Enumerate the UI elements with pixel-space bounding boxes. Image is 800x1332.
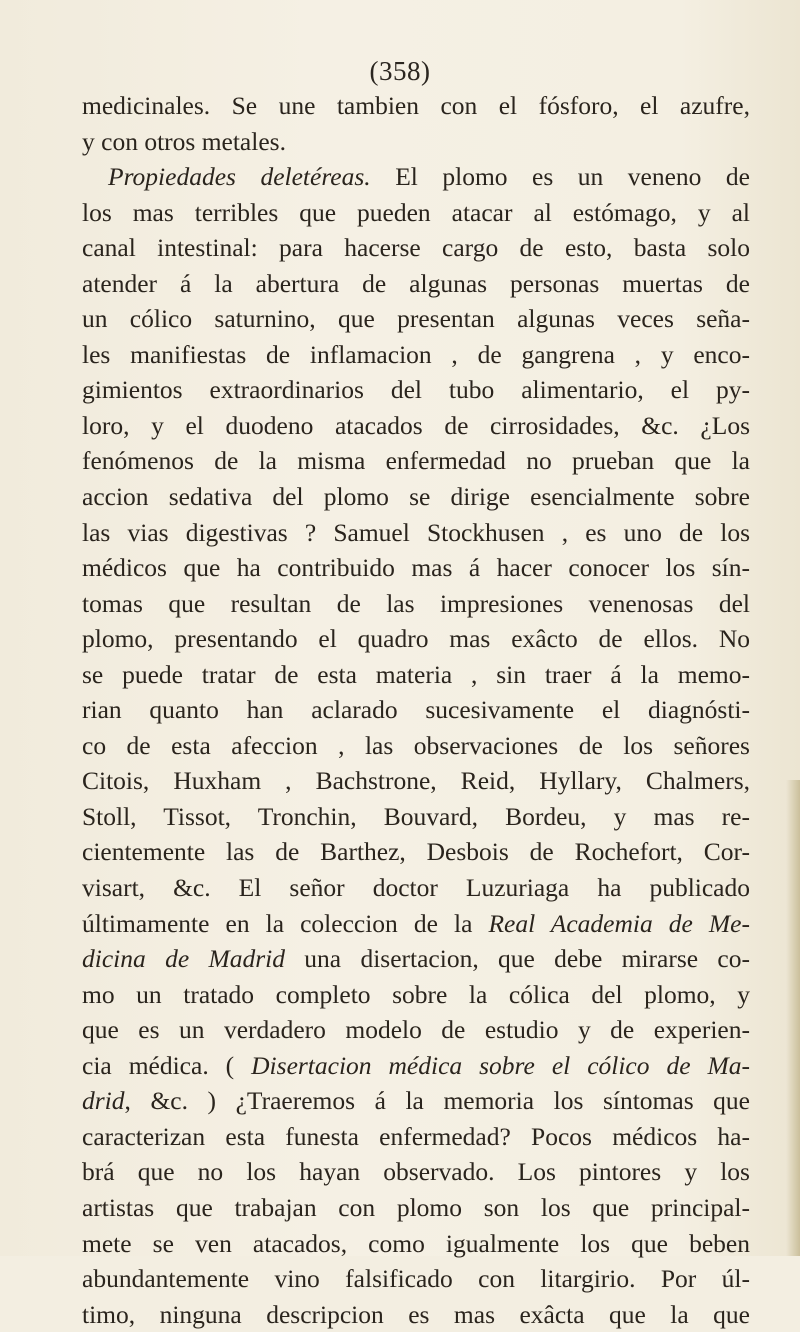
text-line: [82, 550, 750, 586]
text-segment: rian quanto han aclarado sucesivamente el diagnósti-: [82, 695, 750, 725]
text-line: [82, 1190, 750, 1226]
text-line: [82, 1119, 750, 1155]
text-line: [82, 230, 750, 266]
text-line: [82, 870, 750, 906]
text-segment: canal intestinal: para hacerse cargo de esto, basta solo: [82, 233, 750, 263]
text-line: [82, 586, 750, 622]
text-segment: mete se ven atacados, como igualmente los que beben: [82, 1228, 750, 1258]
text-line: [82, 657, 750, 693]
text-segment: plomo, presentando el quadro mas exâcto de ellos. No: [82, 624, 750, 654]
text-line: [82, 906, 750, 942]
text-segment: abundantemente vino falsificado con litargirio. Por úl-: [82, 1264, 750, 1294]
text-segment: se puede tratar de esta materia , sin traer á la memo-: [82, 659, 750, 689]
text-segment: que es un verdadero modelo de estudio y de experien-: [82, 1015, 750, 1045]
text-segment: una disertacion, que debe mirarse co-: [284, 944, 750, 974]
text-line: [82, 692, 750, 728]
text-segment: , &c. ) ¿Traeremos á la memoria los síntomas que: [124, 1086, 750, 1116]
text-line: [82, 515, 750, 551]
text-segment: visart, &c. El señor doctor Luzuriaga ha publicado: [82, 873, 750, 903]
text-line: [82, 195, 750, 231]
text-segment: artistas que trabajan con plomo son los que principal-: [82, 1192, 750, 1222]
italic-text-segment: dicina de Madrid: [82, 944, 285, 974]
text-line: [82, 1261, 750, 1297]
text-line: [82, 266, 750, 302]
text-segment: un cólico saturnino, que presentan algunas veces seña-: [82, 304, 750, 334]
text-segment: medicinales. Se une tambien con el fósforo, el azufre,: [82, 91, 750, 120]
text-line: [82, 621, 750, 657]
text-segment: caracterizan esta funesta enfermedad? Pocos médicos ha-: [82, 1121, 750, 1151]
text-line: [82, 372, 750, 408]
text-line: [82, 1297, 750, 1332]
page-number: (358): [369, 56, 431, 86]
text-segment: últimamente en la coleccion de la: [82, 908, 489, 938]
text-segment: accion sedativa del plomo se dirige esencialmente sobre: [82, 482, 750, 512]
text-line: [82, 1012, 750, 1048]
text-segment: tomas que resultan de las impresiones venenosas del: [82, 588, 750, 618]
text-segment: atender á la abertura de algunas personas muertas de: [82, 268, 750, 298]
text-line: [82, 1154, 750, 1190]
text-line: [82, 763, 750, 799]
text-segment: cientemente las de Barthez, Desbois de Rochefort, Cor-: [82, 837, 750, 867]
text-segment: las vias digestivas ? Samuel Stockhusen , es uno de los: [82, 517, 750, 547]
text-segment: Stoll, Tissot, Tronchin, Bouvard, Bordeu, y mas re-: [82, 801, 750, 831]
text-line: [82, 337, 750, 373]
body-text: [82, 88, 750, 1332]
text-segment: los mas terribles que pueden atacar al estómago, y al: [82, 197, 750, 227]
text-segment: fenómenos de la misma enfermedad no prueban que la: [82, 446, 750, 476]
text-segment: médicos que ha contribuido mas á hacer conocer los sín-: [82, 553, 750, 583]
italic-text-segment: drid: [82, 1086, 125, 1116]
italic-text-segment: Disertacion médica sobre el cólico de Ma-: [251, 1050, 750, 1080]
text-line: [82, 834, 750, 870]
text-line: [82, 159, 750, 195]
text-segment: timo, ninguna descripcion es mas exâcta que la que: [82, 1299, 750, 1329]
text-line: [82, 977, 750, 1013]
text-line: [82, 1083, 750, 1119]
text-line: [82, 728, 750, 764]
text-segment: les manifiestas de inflamacion , de gangrena , y enco-: [82, 339, 750, 369]
text-segment: Citois, Huxham , Bachstrone, Reid, Hyllary, Chalmers,: [82, 766, 750, 796]
text-line: [82, 124, 750, 160]
text-line: [82, 799, 750, 835]
text-line: [82, 443, 750, 479]
text-line: [82, 941, 750, 977]
text-segment: loro, y el duodeno atacados de cirrosidades, &c. ¿Los: [82, 410, 750, 440]
italic-text-segment: Real Academia de Me-: [488, 908, 750, 938]
text-segment: y con otros metales.: [82, 126, 286, 156]
text-line: [82, 479, 750, 515]
text-segment: El plomo es un veneno de: [370, 162, 751, 192]
italic-text-segment: Propiedades deletéreas.: [108, 162, 371, 192]
text-segment: cia médica. (: [82, 1050, 252, 1080]
text-segment: gimientos extraordinarios del tubo alimentario, el py-: [82, 375, 750, 405]
page-edge-shadow: [786, 780, 800, 1256]
text-line: [82, 88, 750, 124]
text-line: [82, 301, 750, 337]
text-line: [82, 1048, 750, 1084]
text-segment: mo un tratado completo sobre la cólica del plomo, y: [82, 979, 750, 1009]
text-line: [82, 408, 750, 444]
text-segment: brá que no los hayan observado. Los pintores y los: [82, 1157, 750, 1187]
text-segment: co de esta afeccion , las observaciones de los señores: [82, 730, 750, 760]
